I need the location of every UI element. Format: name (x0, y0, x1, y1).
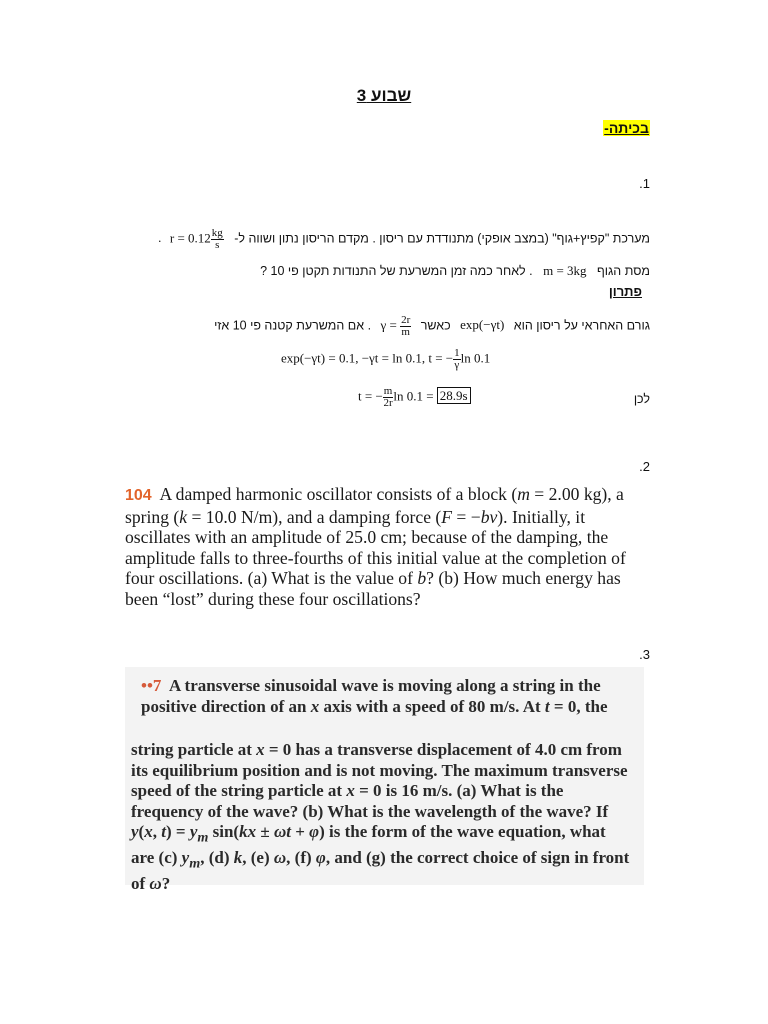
q1-line-2 (260, 262, 650, 280)
q3-text-a: A transverse sinusoidal wave is moving along a string in the positive direction of an x axis with a speed of 80 m/s. At t = 0, the (141, 676, 608, 716)
sol-line-2-main: exp(−γt) = 0.1, −γt = ln 0.1, t = − (281, 350, 454, 366)
sol-gamma-num: 2r (401, 314, 411, 326)
q1-line-1-end: . (158, 230, 162, 246)
sol-gamma-label: γ = (380, 317, 397, 333)
q2-problem-text: A damped harmonic oscillator consists of a block (m = 2.00 kg), a spring (k = 10.0 N/m), and a damping force (F = −bv). Initially, it oscillates with an amplitude of 25.0 cm; because of the damping, the amplitude falls to three-fourths of this initial value at the completion of four oscillations. (a) What is the value of b? (b) How much energy has been “lost” during these four oscillations? (125, 484, 626, 609)
q1-mass-value: m = 3kg (543, 263, 587, 278)
q1-damping-value (170, 228, 224, 251)
sol-line-2-frac-num: 1 (454, 347, 460, 359)
sol-line-3-label: לכן (633, 392, 650, 406)
question-2-number: .2 (639, 459, 650, 474)
q1-line-1-text: מערכת "קפיץ+גוף" (במצב אופקי) מתנודדת עם ריסון . מקדם הריסון נתון ושווה ל- (234, 231, 650, 246)
q1-line-1 (158, 228, 650, 251)
q1-solution-line-3 (358, 386, 471, 409)
q3-problem-marker: ••7 (141, 676, 162, 695)
q1-solution-line-2 (281, 348, 490, 371)
sol-line-2-end: ln 0.1 (460, 350, 491, 366)
question-1-number: .1 (639, 176, 650, 191)
q2-problem-number: 104 (125, 487, 152, 504)
q1-unit-num: kg (211, 227, 223, 239)
q1-unit-fraction (211, 228, 224, 251)
q1-line-2-text-a: מסת הגוף (596, 264, 650, 278)
solution-heading: פתרון (608, 284, 642, 299)
page-title: שבוע 3 (356, 86, 412, 105)
sol-line-1-text-b: כאשר (420, 318, 451, 333)
q1-damping-prefix: r = 0.12 (169, 230, 211, 246)
q3-text-b: string particle at x = 0 has a transverse displacement of 4.0 cm from its equilibrium position and is not moving. The maximum transverse speed of the string particle at x = 0 is 16 m/s. (a) What is the frequency of the wave? (b) What is the wavelength of the wave? If y(x, $t) = y_m$ sin(kx ± ωt + φ) is the form of the wave equation, what are (c) $y_m$, (d) k, (e) ω, (f) φ, and (g) the correct choice of sign in front of ω? (131, 740, 630, 893)
q3-problem-part-a (141, 676, 641, 717)
sol-line-2-frac-den: γ (454, 359, 460, 371)
sol-line-3-b: ln 0.1 = (393, 388, 434, 404)
sol-line-1-text-c: . אם המשרעת קטנה פי 10 אזי (214, 318, 372, 333)
q1-solution-line-1 (214, 315, 650, 338)
sol-line-1-text-a: גורם האחראי על ריסון הוא (513, 318, 650, 333)
sol-gamma-den: m (401, 326, 410, 338)
sol-line-3-fraction (383, 386, 394, 409)
sol-line-2-fraction (453, 348, 461, 371)
sol-line-3-frac-num: m (383, 385, 393, 397)
sol-exp-term: exp(−γt) (460, 317, 505, 333)
sol-gamma-def (381, 315, 412, 338)
q3-problem-part-b (131, 740, 631, 894)
sol-line-3-frac-den: 2r (383, 397, 393, 409)
question-3-number: .3 (639, 647, 650, 662)
sol-gamma-fraction (400, 315, 411, 338)
in-class-heading: בכיתה- (604, 120, 649, 136)
sol-final-answer: 28.9s (437, 387, 471, 404)
sol-line-3-a: t = − (358, 388, 383, 404)
q2-problem (125, 484, 645, 610)
q1-line-2-text-b: . לאחר כמה זמן המשרעת של התנודות תקטן פי 10 ? (260, 264, 533, 278)
q1-unit-den: s (215, 239, 220, 251)
